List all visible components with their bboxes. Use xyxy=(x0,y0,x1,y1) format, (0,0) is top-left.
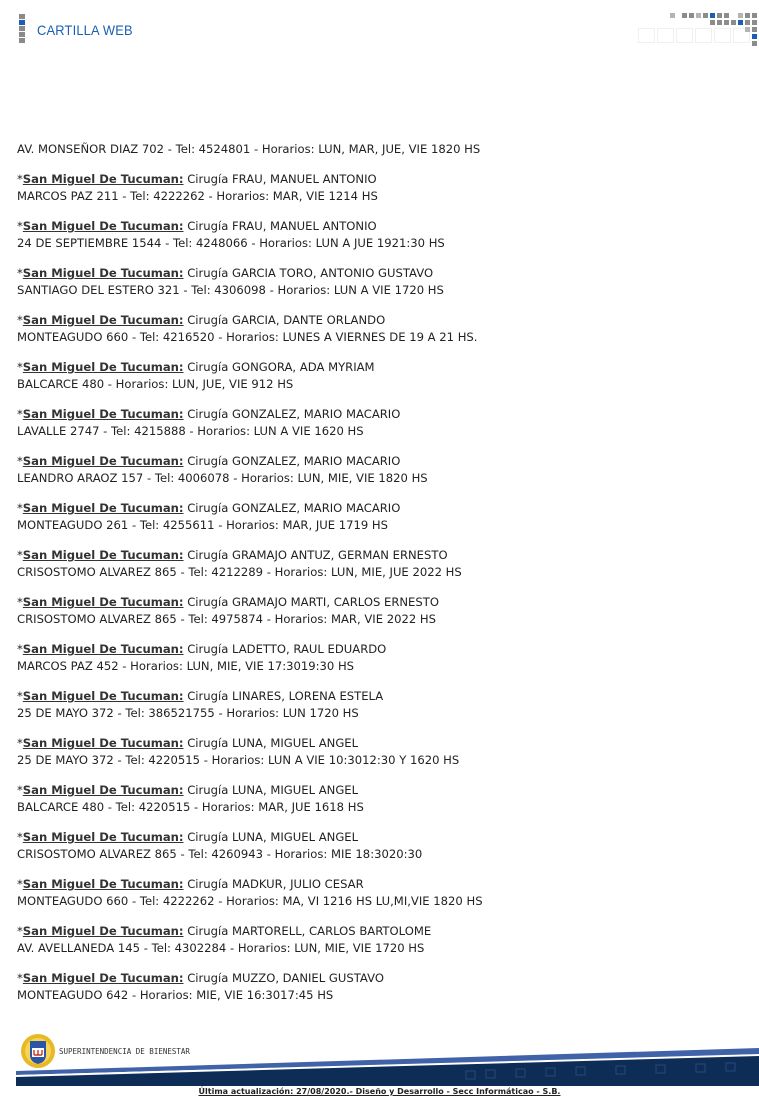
entry-detail: 25 DE MAYO 372 - Tel: 386521755 - Horarios: LUN 1720 HS xyxy=(17,706,359,720)
entry-specialty-provider: Cirugía MADKUR, JULIO CESAR xyxy=(183,877,364,891)
footer-band xyxy=(16,1038,759,1088)
entry-prefix: * xyxy=(17,642,23,656)
entry-detail: CRISOSTOMO ALVAREZ 865 - Tel: 4260943 - Horarios: MIE 18:3020:30 xyxy=(17,847,423,861)
page-header xyxy=(0,0,759,60)
entry-specialty-provider: Cirugía LADETTO, RAUL EDUARDO xyxy=(183,642,387,656)
entry-city: San Miguel De Tucuman: xyxy=(22,689,184,703)
entry-detail: MONTEAGUDO 660 - Tel: 4216520 - Horarios: LUNES A VIERNES DE 19 A 21 HS. xyxy=(17,330,478,344)
entry-specialty-provider: Cirugía MUZZO, DANIEL GUSTAVO xyxy=(183,971,384,985)
superintendencia-seal-icon xyxy=(20,1033,56,1069)
entry-specialty-provider: Cirugía GONZALEZ, MARIO MACARIO xyxy=(183,454,401,468)
entry-heading xyxy=(17,500,747,517)
entry-heading xyxy=(17,359,747,376)
list-item xyxy=(17,500,747,534)
list-item xyxy=(17,406,747,440)
entry-city: San Miguel De Tucuman: xyxy=(22,924,184,938)
list-item xyxy=(17,923,747,957)
entry-specialty-provider: Cirugía GARCIA, DANTE ORLANDO xyxy=(183,313,386,327)
list-item xyxy=(17,171,747,205)
entry-heading xyxy=(17,782,747,799)
entry-prefix: * xyxy=(17,454,23,468)
entry-city: San Miguel De Tucuman: xyxy=(22,454,184,468)
entry-heading xyxy=(17,406,747,423)
entry-heading xyxy=(17,876,747,893)
entry-detail: LAVALLE 2747 - Tel: 4215888 - Horarios: LUN A VIE 1620 HS xyxy=(17,424,364,438)
entry-detail: MONTEAGUDO 261 - Tel: 4255611 - Horarios: MAR, JUE 1719 HS xyxy=(17,518,389,532)
entry-prefix: * xyxy=(17,548,23,562)
entry-heading xyxy=(17,735,747,752)
entry-heading xyxy=(17,218,747,235)
entry-prefix: * xyxy=(17,689,23,703)
list-item xyxy=(17,970,747,1004)
list-item xyxy=(17,782,747,816)
decorative-squares-icon xyxy=(636,10,759,50)
entry-detail: 24 DE SEPTIEMBRE 1544 - Tel: 4248066 - Horarios: LUN A JUE 1921:30 HS xyxy=(17,236,445,250)
entry-specialty-provider: Cirugía LUNA, MIGUEL ANGEL xyxy=(183,830,359,844)
entry-prefix: * xyxy=(17,266,23,280)
entry-city: San Miguel De Tucuman: xyxy=(22,407,184,421)
entry-city: San Miguel De Tucuman: xyxy=(22,783,184,797)
list-item xyxy=(17,735,747,769)
entry-city: San Miguel De Tucuman: xyxy=(22,830,184,844)
list-item xyxy=(17,641,747,675)
entry-prefix: * xyxy=(17,830,23,844)
entry-heading xyxy=(17,453,747,470)
entry-prefix: * xyxy=(17,877,23,891)
entry-city: San Miguel De Tucuman: xyxy=(22,642,184,656)
entry-city: San Miguel De Tucuman: xyxy=(22,313,184,327)
entry-prefix: * xyxy=(17,501,23,515)
entry-detail: BALCARCE 480 - Horarios: LUN, JUE, VIE 912 HS xyxy=(17,377,294,391)
entry-prefix: * xyxy=(17,595,23,609)
brand-bars-icon xyxy=(19,14,25,44)
entry-prefix: * xyxy=(17,736,23,750)
entry-detail: MARCOS PAZ 211 - Tel: 4222262 - Horarios: MAR, VIE 1214 HS xyxy=(17,189,378,203)
entry-prefix: * xyxy=(17,783,23,797)
entry-prefix: * xyxy=(17,360,23,374)
entry-city: San Miguel De Tucuman: xyxy=(22,548,184,562)
list-item xyxy=(17,359,747,393)
entry-prefix: * xyxy=(17,971,23,985)
entry-detail: AV. AVELLANEDA 145 - Tel: 4302284 - Horarios: LUN, MIE, VIE 1720 HS xyxy=(17,941,425,955)
entry-city: San Miguel De Tucuman: xyxy=(22,219,184,233)
entry-city: San Miguel De Tucuman: xyxy=(22,501,184,515)
list-item xyxy=(17,594,747,628)
entry-heading xyxy=(17,312,747,329)
list-item xyxy=(17,265,747,299)
entry-detail: CRISOSTOMO ALVAREZ 865 - Tel: 4975874 - Horarios: MAR, VIE 2022 HS xyxy=(17,612,436,626)
list-item xyxy=(17,312,747,346)
entry-prefix: * xyxy=(17,172,23,186)
entry-specialty-provider: Cirugía FRAU, MANUEL ANTONIO xyxy=(183,219,377,233)
entry-heading xyxy=(17,265,747,282)
entry-prefix: * xyxy=(17,219,23,233)
entry-detail: MONTEAGUDO 660 - Tel: 4222262 - Horarios: MA, VI 1216 HS LU,MI,VIE 1820 HS xyxy=(17,894,483,908)
entry-detail: CRISOSTOMO ALVAREZ 865 - Tel: 4212289 - Horarios: LUN, MIE, JUE 2022 HS xyxy=(17,565,462,579)
entry-city: San Miguel De Tucuman: xyxy=(22,971,184,985)
entry-prefix: * xyxy=(17,313,23,327)
entry-specialty-provider: Cirugía MARTORELL, CARLOS BARTOLOME xyxy=(183,924,432,938)
entry-specialty-provider: Cirugía GRAMAJO MARTI, CARLOS ERNESTO xyxy=(183,595,439,609)
entry-prefix: * xyxy=(17,924,23,938)
entry-city: San Miguel De Tucuman: xyxy=(22,736,184,750)
entry-prefix: * xyxy=(17,407,23,421)
entry-detail: MARCOS PAZ 452 - Horarios: LUN, MIE, VIE 17:3019:30 HS xyxy=(17,659,355,673)
entry-heading xyxy=(17,688,747,705)
page-footer xyxy=(0,1030,759,1101)
list-item xyxy=(17,453,747,487)
entry-specialty-provider: Cirugía GONZALEZ, MARIO MACARIO xyxy=(183,501,401,515)
entry-heading xyxy=(17,970,747,987)
entry-specialty-provider: Cirugía GONGORA, ADA MYRIAM xyxy=(183,360,375,374)
entry-heading xyxy=(17,547,747,564)
list-item xyxy=(17,688,747,722)
directory-listing xyxy=(17,141,747,1017)
entry-city: San Miguel De Tucuman: xyxy=(22,266,184,280)
entry-specialty-provider: Cirugía LUNA, MIGUEL ANGEL xyxy=(183,783,359,797)
entry-city: San Miguel De Tucuman: xyxy=(22,877,184,891)
entry-detail: LEANDRO ARAOZ 157 - Tel: 4006078 - Horarios: LUN, MIE, VIE 1820 HS xyxy=(17,471,428,485)
last-update-note: Última actualización: 27/08/2020.- Diseño y Desarrollo - Secc Informáticao - S.B. xyxy=(198,1087,561,1096)
organization-name: SUPERINTENDENCIA DE BIENESTAR xyxy=(59,1047,190,1056)
entry-detail: 25 DE MAYO 372 - Tel: 4220515 - Horarios: LUN A VIE 10:3012:30 Y 1620 HS xyxy=(17,753,460,767)
entry-specialty-provider: Cirugía GRAMAJO ANTUZ, GERMAN ERNESTO xyxy=(183,548,448,562)
entry-detail: SANTIAGO DEL ESTERO 321 - Tel: 4306098 - Horarios: LUN A VIE 1720 HS xyxy=(17,283,444,297)
entry-specialty-provider: Cirugía GONZALEZ, MARIO MACARIO xyxy=(183,407,401,421)
entry-heading xyxy=(17,171,747,188)
entry-specialty-provider: Cirugía GARCIA TORO, ANTONIO GUSTAVO xyxy=(183,266,434,280)
entry-specialty-provider: Cirugía LUNA, MIGUEL ANGEL xyxy=(183,736,359,750)
entry-heading xyxy=(17,641,747,658)
entry-list xyxy=(17,171,747,1004)
entry-specialty-provider: Cirugía LINARES, LORENA ESTELA xyxy=(183,689,384,703)
list-item xyxy=(17,876,747,910)
entry-detail: BALCARCE 480 - Tel: 4220515 - Horarios: MAR, JUE 1618 HS xyxy=(17,800,364,814)
entry-heading xyxy=(17,594,747,611)
entry-city: San Miguel De Tucuman: xyxy=(22,360,184,374)
list-item xyxy=(17,829,747,863)
entry-specialty-provider: Cirugía FRAU, MANUEL ANTONIO xyxy=(183,172,377,186)
continued-entry-detail: AV. MONSEÑOR DIAZ 702 - Tel: 4524801 - Horarios: LUN, MAR, JUE, VIE 1820 HS xyxy=(17,142,481,156)
entry-heading xyxy=(17,829,747,846)
entry-heading xyxy=(17,923,747,940)
list-item xyxy=(17,218,747,252)
entry-city: San Miguel De Tucuman: xyxy=(22,595,184,609)
entry-city: San Miguel De Tucuman: xyxy=(22,172,184,186)
brand-title: CARTILLA WEB xyxy=(37,22,133,38)
list-item xyxy=(17,547,747,581)
entry-detail: MONTEAGUDO 642 - Horarios: MIE, VIE 16:3017:45 HS xyxy=(17,988,334,1002)
